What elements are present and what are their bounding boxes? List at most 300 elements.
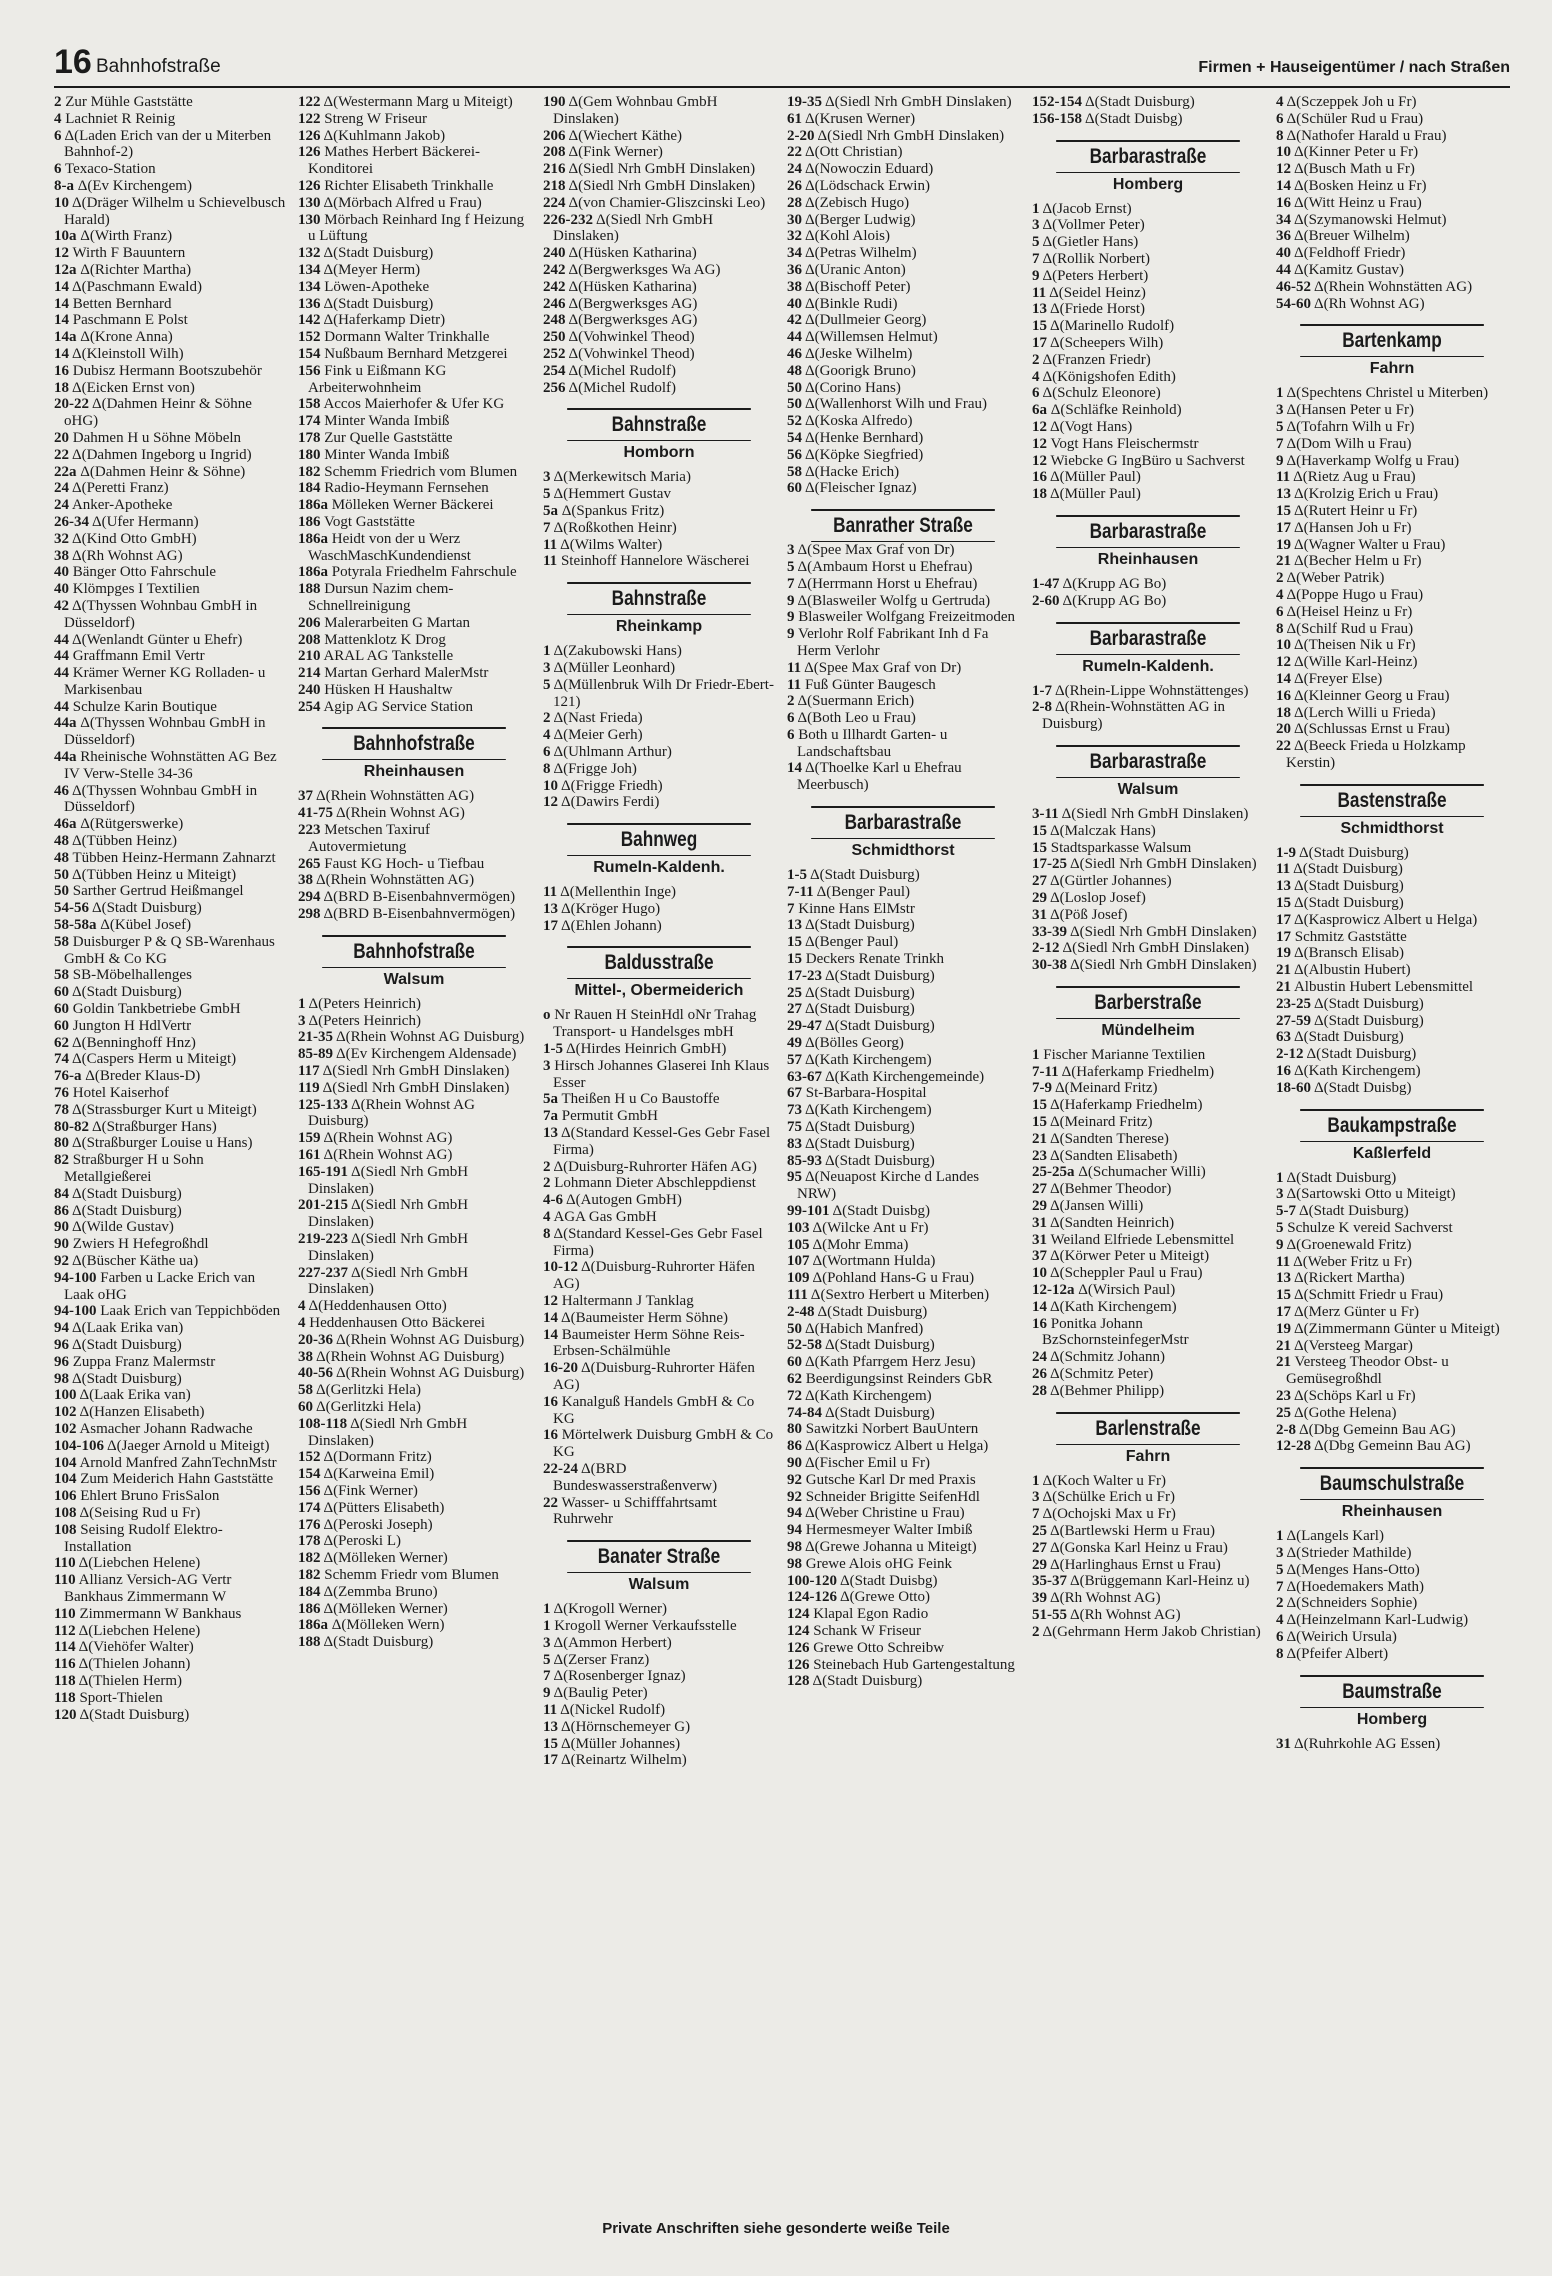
directory-entry — [1032, 1131, 1264, 1148]
entry-text: Δ(Wilde Gustav) — [71, 1219, 174, 1236]
directory-entry — [787, 760, 1019, 794]
entry-text: Δ(Siedl Nrh GmbH Dinslaken) — [824, 94, 1012, 110]
entry-text: Δ(Mölleken Werner) — [323, 1600, 448, 1617]
directory-entry — [54, 1018, 286, 1035]
house-number: 7-9 — [1032, 1080, 1052, 1097]
house-number: 130 — [298, 194, 321, 211]
entry-text: Theißen H u Co Baustoffe — [561, 1091, 720, 1108]
entry-text: Δ(Scheepers Wilh) — [1049, 334, 1164, 351]
house-number: 73 — [787, 1102, 802, 1119]
house-number: 20-22 — [54, 396, 89, 413]
house-number: 182 — [298, 1550, 321, 1567]
directory-entry — [298, 564, 530, 581]
entry-text: Versteeg Theodor Obst- u Gemüsegroßhdl — [1286, 1354, 1449, 1388]
directory-entry — [787, 934, 1019, 951]
house-number: 124 — [787, 1622, 810, 1639]
directory-entry — [1032, 1540, 1264, 1557]
entry-text: Δ(Krupp AG Bo) — [1062, 575, 1167, 592]
entry-text: Δ(Stadt Duisburg) — [1306, 1046, 1417, 1063]
house-number: 10 — [1276, 637, 1291, 654]
entry-text: Δ(Ehlen Johann) — [560, 917, 662, 934]
house-number: 242 — [543, 278, 566, 295]
house-number: 4 — [298, 1315, 306, 1331]
house-number: 54-60 — [1276, 295, 1311, 312]
directory-entry — [1276, 144, 1508, 161]
directory-entry — [298, 1483, 530, 1500]
directory-entry — [543, 1495, 775, 1529]
house-number: 16 — [1032, 469, 1047, 486]
directory-entry — [543, 1125, 775, 1159]
directory-entry — [54, 1051, 286, 1068]
house-number: 40 — [1276, 245, 1291, 262]
entry-text: Δ(Uranic Anton) — [804, 261, 906, 278]
entry-text: Δ(Mölleken Wern) — [331, 1617, 445, 1634]
house-number: 156 — [298, 1482, 321, 1499]
directory-entry — [298, 856, 530, 873]
house-number: 14 — [54, 345, 69, 362]
house-number: 60 — [298, 1398, 313, 1415]
house-number: 108 — [54, 1521, 77, 1538]
house-number: 14a — [54, 329, 77, 346]
house-number: 85-89 — [298, 1046, 333, 1063]
directory-entry — [54, 1236, 286, 1253]
directory-entry — [543, 1752, 775, 1769]
directory-entry — [54, 1085, 286, 1102]
street-heading: Bahnstraße — [567, 408, 751, 441]
entry-text: Δ(Zimmermann Günter u Miteigt) — [1293, 1320, 1500, 1337]
entry-text: Δ(Stadt Duisburg) — [824, 1404, 935, 1421]
house-number: 122 — [298, 94, 321, 110]
house-number: 21 — [1276, 553, 1291, 570]
entry-text: Zur Quelle Gaststätte — [324, 429, 453, 446]
house-number: 1 — [1276, 1528, 1284, 1545]
house-number: 242 — [543, 261, 566, 278]
directory-entry — [54, 178, 286, 195]
house-number: 24 — [787, 161, 802, 178]
house-number: 2 — [1032, 1623, 1040, 1640]
directory-entry — [787, 1119, 1019, 1136]
house-number: 34 — [1276, 211, 1291, 228]
street-heading: Bartenkamp — [1300, 324, 1484, 357]
house-number: 124-126 — [787, 1589, 837, 1606]
directory-entry — [787, 480, 1019, 497]
entry-text: Δ(Karweina Emil) — [323, 1466, 435, 1483]
house-number: 14 — [54, 278, 69, 295]
house-number: 44 — [54, 698, 69, 715]
house-number: 5a — [543, 1091, 558, 1108]
house-number: 11 — [787, 676, 802, 693]
house-number: 6 — [543, 743, 551, 760]
directory-entry — [298, 1231, 530, 1265]
house-number: 136 — [298, 295, 321, 312]
house-number: 27 — [787, 1001, 802, 1018]
directory-entry — [298, 413, 530, 430]
house-number: 5 — [543, 676, 551, 693]
house-number: 16 — [54, 362, 69, 379]
entry-text: Δ(Kind Otto GmbH) — [71, 530, 197, 547]
directory-entry — [298, 1500, 530, 1517]
directory-entry — [1276, 1270, 1508, 1287]
house-number: 15 — [1032, 1097, 1047, 1114]
directory-entry — [1276, 279, 1508, 296]
entry-text: Δ(Brüggemann Karl-Heinz u) — [1069, 1573, 1250, 1590]
directory-entry — [1032, 1198, 1264, 1215]
directory-entry — [787, 1253, 1019, 1270]
entry-text: Δ(Pütters Elisabeth) — [323, 1499, 445, 1516]
directory-entry — [787, 1489, 1019, 1506]
directory-entry — [54, 1320, 286, 1337]
house-number: 74-84 — [787, 1404, 822, 1421]
directory-entry — [1276, 845, 1508, 862]
house-number: 119 — [298, 1079, 320, 1096]
house-number: 184 — [298, 1583, 321, 1600]
entry-text: Duisburger P & Q SB-Warenhaus GmbH & Co KG — [64, 933, 275, 967]
house-number: 26 — [787, 177, 802, 194]
house-number: 22-24 — [543, 1461, 578, 1477]
entry-text: Δ(Albustin Hubert) — [1293, 962, 1411, 979]
entry-text: Δ(Dahmen Heinr & Söhne) — [80, 463, 246, 480]
directory-entry — [298, 245, 530, 262]
entry-text: ARAL AG Tankstelle — [323, 648, 454, 665]
directory-entry — [54, 195, 286, 229]
entry-text: Δ(Baulig Peter) — [553, 1685, 648, 1702]
house-number: 1 — [543, 1617, 551, 1634]
entry-text: Δ(Stadt Duisburg) — [71, 984, 182, 1001]
house-number: 246 — [543, 295, 566, 312]
directory-entry — [543, 1327, 775, 1361]
directory-columns — [54, 94, 1510, 2214]
house-number: 1-47 — [1032, 575, 1060, 592]
directory-entry — [787, 1455, 1019, 1472]
directory-entry — [543, 1226, 775, 1260]
house-number: 210 — [298, 648, 321, 665]
house-number: 35-37 — [1032, 1573, 1067, 1590]
directory-entry — [298, 615, 530, 632]
directory-entry — [54, 598, 286, 632]
directory-entry — [54, 447, 286, 464]
entry-text: Heidt von der u Werz WaschMaschKundendienst — [308, 530, 471, 564]
entry-text: Δ(Sczeppek Joh u Fr) — [1286, 94, 1417, 110]
directory-entry — [787, 1001, 1019, 1018]
house-number: 38 — [787, 278, 802, 295]
directory-entry — [1276, 128, 1508, 145]
house-number: 14 — [543, 1309, 558, 1326]
entry-text: Straßburger H u Sohn Metallgießerei — [64, 1152, 204, 1185]
directory-entry — [543, 727, 775, 744]
entry-text: Δ(Laak Erika van) — [71, 1320, 184, 1337]
entry-text: Δ(Standard Kessel-Ges Gebr Fasel Firma) — [553, 1225, 763, 1259]
house-number: 29 — [1032, 1198, 1047, 1215]
house-number: 51-55 — [1032, 1607, 1067, 1623]
house-number: 44 — [54, 665, 69, 682]
directory-entry — [1276, 195, 1508, 212]
directory-entry — [1032, 1624, 1264, 1641]
entry-text: Δ(Gem Wohnbau GmbH Dinslaken) — [553, 94, 718, 127]
house-number: 154 — [298, 1466, 321, 1483]
directory-entry — [787, 329, 1019, 346]
directory-entry — [54, 161, 286, 178]
entry-text: Δ(Stadt Duisburg) — [1298, 1203, 1409, 1220]
entry-text: Deckers Renate Trinkh — [805, 951, 945, 968]
entry-text: Δ(Siedl Nrh GmbH Dinslaken) — [322, 1079, 510, 1096]
entry-text: Δ(Standard Kessel-Ges Gebr Fasel Firma) — [553, 1125, 771, 1158]
entry-text: Δ(Mölleken Werner) — [323, 1550, 448, 1567]
entry-text: Δ(Schläfke Reinhold) — [1050, 402, 1182, 419]
entry-text: Δ(Bölles Georg) — [804, 1035, 904, 1052]
house-number: 94 — [54, 1320, 69, 1337]
house-number: 218 — [543, 177, 566, 194]
house-number: 4 — [1276, 586, 1284, 603]
house-number: 294 — [298, 889, 321, 906]
house-number: 186 — [298, 1600, 321, 1617]
directory-entry — [787, 1556, 1019, 1573]
entry-text: Arnold Manfred ZahnTechnMstr — [79, 1454, 277, 1471]
entry-text: Zwiers H Hefegroßhdl — [72, 1236, 209, 1253]
directory-entry — [298, 1416, 530, 1450]
entry-text: Wasser- u Schifffahrtsamt Ruhrwehr — [553, 1494, 717, 1528]
house-number: 103 — [787, 1219, 810, 1236]
directory-entry — [54, 1421, 286, 1438]
directory-entry — [54, 245, 286, 262]
directory-entry — [298, 889, 530, 906]
house-number: 2-12 — [1276, 1046, 1304, 1063]
street-heading: Bahnhofstraße — [322, 935, 506, 968]
house-number: 82 — [54, 1152, 69, 1169]
directory-entry — [1276, 161, 1508, 178]
house-number: 11 — [787, 659, 802, 676]
directory-entry — [543, 469, 775, 486]
directory-entry — [54, 1337, 286, 1354]
house-number: 219-223 — [298, 1231, 348, 1248]
entry-text: Grewe Alois oHG Feink — [805, 1555, 952, 1572]
street-heading: Barbarastraße — [1056, 745, 1240, 778]
entry-text: Fuß Günter Baugesch — [804, 676, 936, 693]
house-number: 216 — [543, 161, 566, 178]
entry-text: Δ(Szymanowski Helmut) — [1293, 211, 1447, 228]
directory-entry — [543, 918, 775, 935]
directory-entry — [543, 1259, 775, 1293]
directory-entry — [787, 212, 1019, 229]
house-number: 48 — [54, 833, 69, 850]
directory-entry — [543, 161, 775, 178]
entry-text: Δ(Sandten Elisabeth) — [1049, 1147, 1178, 1164]
house-number: 21 — [1032, 1130, 1047, 1147]
house-number: 23 — [1276, 1388, 1291, 1404]
directory-entry — [54, 329, 286, 346]
entry-text: Sarther Gertrud Heißmangel — [72, 883, 244, 900]
entry-text: Δ(Strassburger Kurt u Miteigt) — [71, 1101, 257, 1118]
directory-entry — [1032, 217, 1264, 234]
directory-entry — [54, 262, 286, 279]
house-number: 39 — [1032, 1590, 1047, 1607]
house-number: 24 — [54, 497, 69, 514]
house-number: 178 — [298, 429, 321, 446]
entry-text: Δ(Zerser Franz) — [553, 1651, 650, 1668]
entry-text: Δ(Sandten Therese) — [1049, 1130, 1169, 1147]
entry-text: Δ(Seidel Heinz) — [1049, 284, 1146, 301]
house-number: 116 — [54, 1656, 76, 1673]
directory-entry — [1032, 683, 1264, 700]
entry-text: Δ(Kath Kirchengemeinde) — [824, 1068, 985, 1085]
entry-text: Δ(Wilms Walter) — [560, 536, 663, 553]
directory-entry — [298, 1517, 530, 1534]
directory-entry — [787, 576, 1019, 593]
directory-entry — [1032, 907, 1264, 924]
directory-entry — [298, 632, 530, 649]
directory-entry — [787, 1589, 1019, 1606]
entry-text: Δ(Schmitt Friedr u Frau) — [1293, 1287, 1444, 1304]
directory-entry — [1276, 1063, 1508, 1080]
district-heading: Mündelheim — [1101, 1021, 1195, 1039]
directory-entry — [298, 1147, 530, 1164]
house-number: 4 — [1032, 368, 1040, 385]
street-heading: Barbarastraße — [1056, 140, 1240, 173]
house-number: 17 — [1276, 519, 1291, 536]
entry-text: Δ(Körwer Peter u Miteigt) — [1049, 1248, 1210, 1265]
house-number: 152-154 — [1032, 94, 1082, 110]
house-number: 16 — [543, 1393, 558, 1410]
directory-entry — [1032, 1181, 1264, 1198]
house-number: 90 — [54, 1219, 69, 1236]
directory-entry — [787, 1405, 1019, 1422]
house-number: 23 — [1032, 1147, 1047, 1164]
directory-entry — [1032, 1607, 1264, 1624]
entry-text: Δ(Heisel Heinz u Fr) — [1286, 603, 1413, 620]
entry-text: Δ(Weber Patrik) — [1286, 570, 1385, 587]
house-number: 32 — [54, 530, 69, 547]
entry-text: Δ(Stadt Duisburg) — [804, 1119, 915, 1136]
directory-entry — [1276, 419, 1508, 436]
entry-text: Δ(Stadt Duisburg) — [1298, 844, 1409, 861]
directory-entry — [1276, 621, 1508, 638]
house-number: 17 — [1276, 1304, 1291, 1321]
entry-text: Δ(Königshofen Edith) — [1042, 368, 1176, 385]
house-number: 3 — [543, 1634, 551, 1651]
entry-text: Δ(Hansen Peter u Fr) — [1286, 402, 1414, 419]
entry-text: Δ(Stadt Duisburg) — [812, 1673, 923, 1690]
directory-entry — [54, 1186, 286, 1203]
house-number: 21 — [1276, 979, 1291, 996]
entry-text: Δ(Schülke Erich u Fr) — [1042, 1489, 1175, 1506]
house-number: 46a — [54, 816, 77, 833]
entry-text: Δ(Jeske Wilhelm) — [804, 345, 913, 362]
house-number: 182 — [298, 1566, 321, 1583]
house-number: 7-11 — [1032, 1063, 1059, 1080]
directory-entry — [1032, 1473, 1264, 1490]
district-heading: Rheinhausen — [1341, 1503, 1443, 1521]
street-heading: Baumschulstraße — [1300, 1467, 1484, 1500]
entry-text: Beerdigungsinst Reinders GbR — [805, 1370, 993, 1387]
directory-entry — [543, 296, 775, 313]
entry-text: Dahmen H u Söhne Möbeln — [72, 429, 242, 446]
column-4 — [787, 94, 1019, 2214]
directory-entry — [787, 279, 1019, 296]
directory-entry — [298, 682, 530, 699]
directory-entry — [54, 279, 286, 296]
directory-entry — [1276, 1422, 1508, 1439]
directory-entry — [54, 1253, 286, 1270]
directory-entry — [787, 1085, 1019, 1102]
entry-text: Δ(Baumeister Herm Söhne) — [560, 1309, 729, 1326]
entry-text: Δ(Dullmeier Georg) — [804, 312, 927, 329]
house-number: 104 — [54, 1454, 77, 1471]
house-number: 11 — [543, 553, 558, 570]
house-number: 44 — [1276, 261, 1291, 278]
house-number: 92 — [787, 1488, 802, 1505]
house-number: 26 — [1032, 1366, 1047, 1383]
entry-text: Δ(Rhein Wohnstätten AG) — [315, 872, 475, 889]
house-number: 3 — [1276, 1544, 1284, 1561]
entry-text: Δ(Wagner Walter u Frau) — [1293, 536, 1446, 553]
directory-entry — [1276, 1170, 1508, 1187]
house-number: 152 — [298, 1449, 321, 1466]
directory-entry — [543, 778, 775, 795]
entry-text: Δ(Krupp AG Bo) — [1062, 592, 1167, 609]
house-number: 83 — [787, 1135, 802, 1152]
entry-text: Δ(Meyer Herm) — [323, 261, 421, 278]
entry-text: Δ(Marinello Rudolf) — [1049, 318, 1175, 335]
directory-entry — [787, 727, 1019, 761]
entry-text: Schemm Friedrich vom Blumen — [324, 463, 518, 480]
house-number: 8 — [1276, 1645, 1284, 1662]
entry-text: Δ(Dbg Gemeinn Bau AG) — [1313, 1438, 1471, 1455]
entry-text: Δ(Hanzen Elisabeth) — [79, 1404, 205, 1421]
directory-entry — [298, 699, 530, 716]
entry-text: Δ(Loslop Josef) — [1049, 889, 1146, 906]
house-number: 4 — [543, 727, 551, 744]
house-number: 100 — [54, 1387, 77, 1404]
house-number: 186a — [298, 497, 328, 514]
directory-entry — [543, 794, 775, 811]
entry-text: Δ(Nast Frieda) — [553, 710, 643, 727]
house-number: 7 — [1276, 435, 1284, 452]
house-number: 92 — [787, 1471, 802, 1488]
directory-entry — [787, 1136, 1019, 1153]
house-number: 1 — [1276, 385, 1284, 402]
directory-entry — [787, 128, 1019, 145]
entry-text: Δ(Merz Günter u Fr) — [1293, 1304, 1419, 1321]
house-number: 10 — [543, 777, 558, 794]
entry-text: Δ(Thielen Herm) — [78, 1672, 182, 1689]
entry-text: Δ(Schmitz Johann) — [1049, 1349, 1165, 1366]
house-number: 16 — [1032, 1315, 1047, 1332]
house-number: 6 — [54, 161, 62, 178]
directory-entry — [1276, 895, 1508, 912]
directory-entry — [298, 1298, 530, 1315]
directory-entry — [298, 872, 530, 889]
entry-text: Δ(Duisburg-Ruhrorter Häfen AG) — [553, 1259, 755, 1293]
directory-entry — [1276, 1579, 1508, 1596]
entry-text: Mörtelwerk Duisburg GmbH & Co KG — [553, 1427, 774, 1461]
directory-entry — [543, 1618, 775, 1635]
house-number: 240 — [298, 681, 321, 698]
entry-text: Martan Gerhard MalerMstr — [324, 665, 489, 682]
entry-text: Δ(Stadt Duisburg) — [71, 1202, 182, 1219]
directory-entry — [1032, 1080, 1264, 1097]
directory-entry — [1276, 1545, 1508, 1562]
entry-text: Δ(Spechtens Christel u Miterben) — [1286, 385, 1489, 402]
entry-text: Δ(Menges Hans-Otto) — [1286, 1561, 1420, 1578]
house-number: 37 — [298, 788, 313, 805]
entry-text: Δ(Hansen Joh u Fr) — [1293, 519, 1412, 536]
directory-entry — [298, 1080, 530, 1097]
house-number: 7a — [543, 1108, 558, 1125]
directory-entry — [1276, 537, 1508, 554]
directory-entry — [787, 111, 1019, 128]
street-heading: Banrather Straße — [811, 509, 995, 542]
house-number: 54 — [787, 429, 802, 446]
house-number: 44 — [54, 648, 69, 665]
